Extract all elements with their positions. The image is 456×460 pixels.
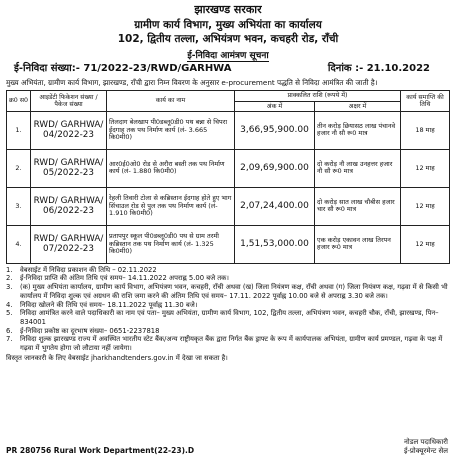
department-heading: ग्रामीण कार्य विभाग, मुख्य अभियंता का कार्यालय [134, 18, 322, 31]
note-number: 4. [6, 300, 13, 309]
notice-date: दिनांक :- 21.10.2022 [327, 63, 430, 75]
row-serial: 3. [7, 187, 31, 225]
row-serial: 2. [7, 149, 31, 187]
row-amount-words: दो करोड़ नौ लाख उनहत्तर हजार नौ सौ रू0 मात्र [315, 149, 401, 187]
list-item [6, 283, 450, 300]
pr-number: PR 280756 Rural Work Department(22-23).D [6, 446, 195, 456]
note-text: निविदा खोलने की तिथि एवं समय– 18.11.2022 पूर्वाह्न 11.30 बजे। [20, 300, 198, 309]
reference-line [6, 63, 450, 75]
row-amount: 3,66,95,900.00 [235, 111, 315, 149]
notice-title-text: ई-निविदा आमंत्रण सूचना [187, 50, 269, 61]
row-work-name: रेहली तिवारी टोला से कब्रिस्तान ईदगाह होते हुए भाग सिंचाउल रोड से पुल तक पथ निर्माण कार्य (लं- 1.910 कि0मी0) [107, 187, 235, 225]
row-amount: 2,07,24,400.00 [235, 187, 315, 225]
office-address: 102, द्वितीय तल्ला, अभियंत्रण भवन, कचहरी रोड, राँची [117, 32, 339, 45]
note-text: ई-निविदा प्राप्ति की अंतिम तिथि एवं समय– 14.11.2022 अपराह्न 5.00 बजे तक। [20, 274, 229, 283]
list-item [6, 309, 450, 326]
row-work-name: आर0ई0ओ0 रोड से अरौरा बस्ती तक पथ निर्माण कार्य (लं- 1.880 कि0मी0) [107, 149, 235, 187]
row-serial: 1. [7, 111, 31, 149]
row-duration: 12 माह [401, 149, 450, 187]
list-item [6, 301, 450, 310]
note-text: निविदा शुल्क झारखण्ड राज्य में अवस्थित भारतीय स्टेट बैंक/अन्य राष्ट्रीयकृत बैंक द्वारा निर्गत बैंक ड्राफ्ट के रूप में कार्यपालक अभियंता, ग्रामीण कार्य प्रमण्डल, गढ़वा के पक्ष में गढ़वा में भुगतेय होगा जो लौटाया नहीं जायेगा। [20, 335, 443, 352]
row-duration: 12 माह [401, 187, 450, 225]
notes-list [6, 266, 450, 363]
footer [6, 438, 448, 456]
list-item [6, 335, 450, 352]
row-package-id: RWD/ GARHWA/ 04/2022-23 [31, 111, 107, 149]
note-text: वेबसाईट में निविदा प्रकाशन की तिथि – 02.11.2022 [20, 265, 157, 274]
closing-line: विस्तृत जानकारी के लिए वेबसाईट jharkhandtenders.gov.in में देखा जा सकता है। [6, 353, 228, 362]
note-number: 2. [6, 274, 13, 283]
signature-block [404, 438, 448, 456]
row-amount-words: एक करोड़ एकावन लाख तिरपन हजार रू0 मात्र [315, 225, 401, 263]
table-row [7, 225, 450, 263]
header-work-name: कार्य का नाम [107, 91, 235, 111]
row-amount-words: दो करोड़ सात लाख चौबीस हजार चार सौ रू0 मात्र [315, 187, 401, 225]
table-row [7, 187, 450, 225]
note-text: ई-निविदा प्रकोष्ठ का दूरभाष संख्या– 0651-2237818 [20, 326, 160, 335]
note-text: निविदा आमंत्रित करने वाले पदाधिकारी का नाम एवं पता– मुख्य अभियंता, ग्रामीण कार्य विभाग, 102, द्वितीय तल्ला, अभियंत्रण भवन, कचहरी चौक, राँची, झारखण्ड, पिन– 834001 [20, 309, 439, 326]
row-package-id: RWD/ GARHWA/ 05/2022-23 [31, 149, 107, 187]
signature-title: नोडल पदाधिकारी [404, 437, 448, 446]
note-text: (क) मुख्य अभियंता कार्यालय, ग्रामीण कार्य विभाग, अभियंत्रण भवन, कचहरी, राँची अथवा (ख) जिला नियंत्रण कक्ष, राँची अथवा (ग) जिला नियंत्रण कक्ष, गढ़वा में से किसी भी कार्यालय में निविदा शुल्क एवं अग्रधन की राशि जमा करने की अंतिम तिथि एवं समय– 17.11. 2022 पूर्वाह्न 10.00 बजे से अपराह्न 3.30 बजे तक। [20, 283, 448, 300]
note-number: 3. [6, 283, 13, 292]
tender-table [6, 90, 450, 263]
note-number: 5. [6, 309, 13, 318]
row-duration: 12 माह [401, 225, 450, 263]
row-serial: 4. [7, 225, 31, 263]
tender-reference-number: ई-निविदा संख्या:- 71/2022-23/RWD/GARHWA [14, 63, 232, 75]
header-amount-words: अक्षर में [315, 101, 401, 111]
list-item [6, 274, 450, 283]
row-package-id: RWD/ GARHWA/ 07/2022-23 [31, 225, 107, 263]
row-work-name: प्रतापपुर स्कूल पी0डब्लू0डी0 पथ से ग्राम तरमी कब्रिस्तान तक पथ निर्माण कार्य (लं- 1.325 कि0मी0) [107, 225, 235, 263]
header-amount-digits: अंक में [235, 101, 315, 111]
notice-title [6, 51, 450, 61]
row-amount: 2,09,69,900.00 [235, 149, 315, 187]
note-number: 6. [6, 326, 13, 335]
header-amount-group: प्राक्कलित राशि (रूपये में) [235, 91, 401, 101]
row-work-name: तिलदाग बेलखाप पी0डब्लू0डी0 पथ बन्ना से चिपरा ईदगाह तक पथ निर्माण कार्य (लं- 3.665 कि0मी0) [107, 111, 235, 149]
row-amount: 1,51,53,000.00 [235, 225, 315, 263]
signature-cell: ई-प्रोक्यूरमेन्ट सेल [403, 446, 448, 455]
row-package-id: RWD/ GARHWA/ 06/2022-23 [31, 187, 107, 225]
table-row [7, 111, 450, 149]
table-row [7, 149, 450, 187]
government-heading: झारखण्ड सरकार [194, 3, 262, 16]
intro-paragraph: मुख्य अभियंता, ग्रामीण कार्य विभाग, झारखण्ड, राँची द्वारा निम्न विवरण के अनुसार e-procurement पद्धति से निविदा आमंत्रित की जाती है। [6, 77, 378, 87]
note-number: 1. [6, 265, 13, 274]
list-item [6, 327, 450, 336]
row-amount-words: तीन करोड़ छियासठ लाख पंचानवे हजार नौ सौ रू0 मात्र [315, 111, 401, 149]
note-number: 7. [6, 335, 13, 344]
header-serial: क्र0 स0 [7, 91, 31, 111]
header-identification: आइडेंटी फिकेशन संख्या / पैकेज संख्या [31, 91, 107, 111]
header-duration: कार्य समाप्ति की तिथि [401, 91, 450, 111]
row-duration: 18 माह [401, 111, 450, 149]
